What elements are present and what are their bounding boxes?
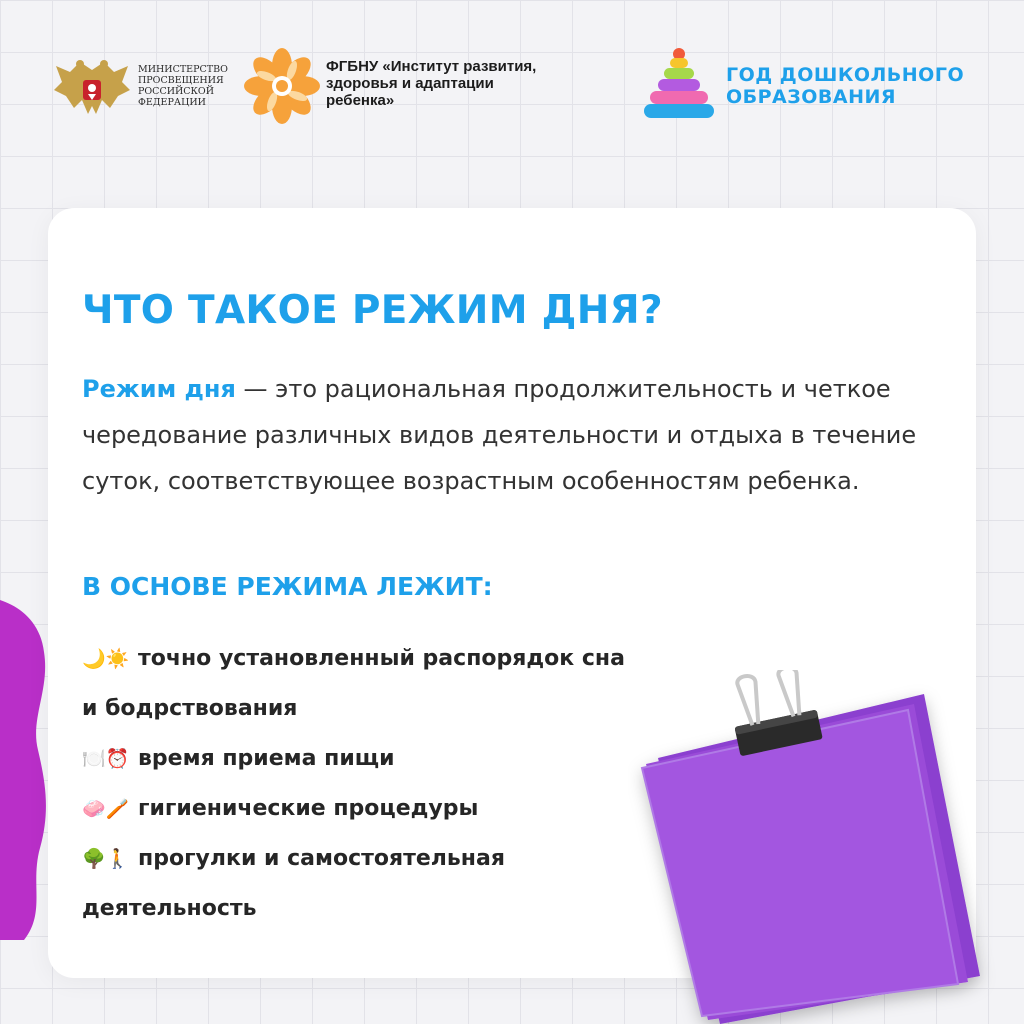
soap-toothbrush-icon: 🧼🪥: [82, 798, 130, 820]
definition-text: — это рациональная продолжительность и четкое чередование различных видов деятельности и отдыха в течение суток, соответствующее возрастным особенностям ребенка.: [82, 375, 917, 495]
institute-flower-logo-icon: [244, 48, 320, 124]
plate-clock-icon: 🍽️⏰: [82, 748, 130, 770]
list-item: 🧼🪥 гигиенические процедуры: [82, 784, 625, 834]
institute-name: ФГБНУ «Институт развития, здоровья и адаптации ребенка»: [326, 58, 537, 109]
section-subtitle: В ОСНОВЕ РЕЖИМА ЛЕЖИТ:: [82, 572, 493, 601]
eagle-emblem-icon: [52, 56, 132, 120]
pyramid-toy-logo-icon: [640, 46, 718, 124]
year-of-preschool-title: ГОД ДОШКОЛЬНОГО ОБРАЗОВАНИЯ: [726, 64, 965, 108]
header-bar: [0, 0, 1024, 180]
list-item-continuation: деятельность: [82, 896, 257, 921]
routine-list: [82, 634, 625, 934]
definition-paragraph: [82, 366, 972, 504]
page-title: ЧТО ТАКОЕ РЕЖИМ ДНЯ?: [82, 288, 663, 333]
ministry-name: МИНИСТЕРСТВО ПРОСВЕЩЕНИЯ РОССИЙСКОЙ ФЕДЕРАЦИИ: [138, 64, 228, 108]
tree-walking-icon: 🌳🚶: [82, 848, 130, 870]
list-item-continuation: и бодрствования: [82, 696, 298, 721]
moon-sun-icon: 🌙☀️: [82, 648, 130, 670]
definition-term: Режим дня: [82, 375, 236, 403]
list-item: 🌳🚶 прогулки и самостоятельная: [82, 834, 625, 884]
purple-paint-blob: [0, 600, 52, 940]
sticky-notes-with-clip: [628, 670, 1024, 1024]
list-item: 🌙☀️ точно установленный распорядок сна: [82, 634, 625, 684]
list-item: 🍽️⏰ время приема пищи: [82, 734, 625, 784]
